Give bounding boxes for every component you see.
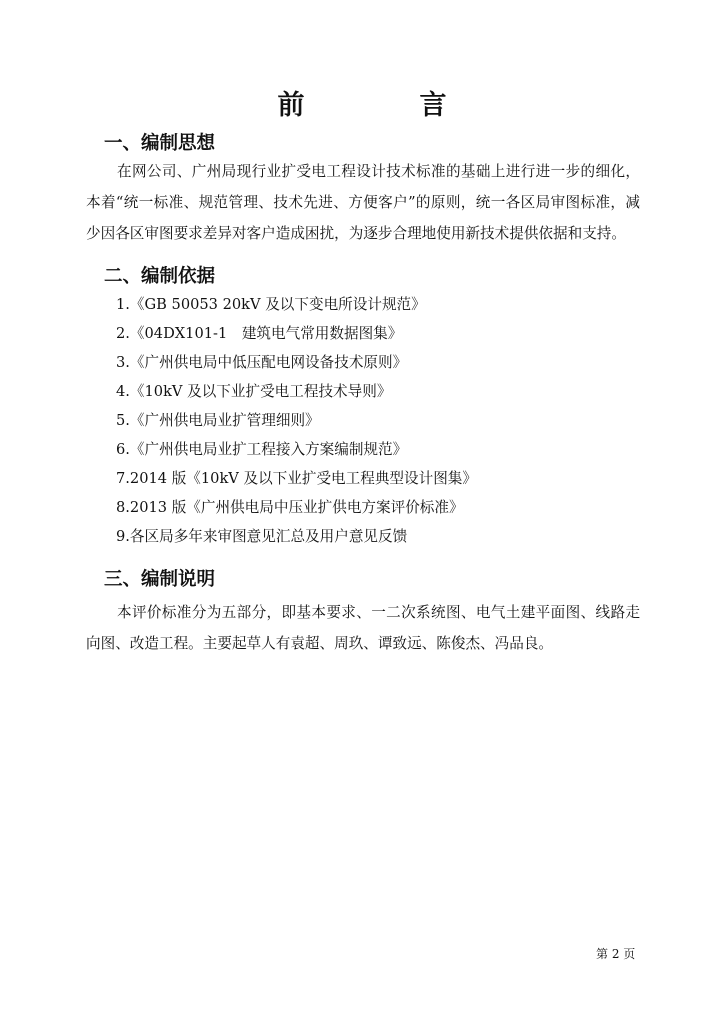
section-paragraph-notes: 本评价标准分为五部分，即基本要求、一二次系统图、电气土建平面图、线路走向图、改造工程。主要起草人有袁超、周玖、谭致远、陈俊杰、冯品良。	[86, 604, 640, 652]
section-heading-notes: 三、编制说明	[104, 569, 216, 590]
list-item: 9.各区局多年来审图意见汇总及用户意见反馈	[116, 528, 408, 545]
basis-list	[116, 290, 477, 551]
page-title: 前 言	[277, 90, 491, 121]
section-paragraph-thought: 在网公司、广州局现行业扩受电工程设计技术标准的基础上进行进一步的细化，本着“统一标准、规范管理、技术先进、方便客户”的原则，统一各区局审图标准，减少因各区审图要求差异对客户造成困扰，为逐步合理地使用新技术提供依据和支持。	[86, 163, 640, 242]
list-item: 6.《广州供电局业扩工程接入方案编制规范》	[116, 441, 408, 458]
list-item: 7.2014 版《10kV 及以下业扩受电工程典型设计图集》	[116, 470, 477, 487]
list-item: 5.《广州供电局业扩管理细则》	[116, 412, 320, 429]
list-item: 2.《04DX101-1 建筑电气常用数据图集》	[116, 325, 403, 342]
list-item: 8.2013 版《广州供电局中压业扩供电方案评价标准》	[116, 499, 464, 516]
list-item: 3.《广州供电局中低压配电网设备技术原则》	[116, 354, 408, 371]
section-heading-basis: 二、编制依据	[104, 266, 216, 287]
section-heading-thought: 一、编制思想	[104, 133, 216, 154]
page-number: 第 2 页	[596, 947, 636, 961]
list-item: 1.《GB 50053 20kV 及以下变电所设计规范》	[116, 296, 426, 313]
list-item: 4.《10kV 及以下业扩受电工程技术导则》	[116, 383, 392, 400]
